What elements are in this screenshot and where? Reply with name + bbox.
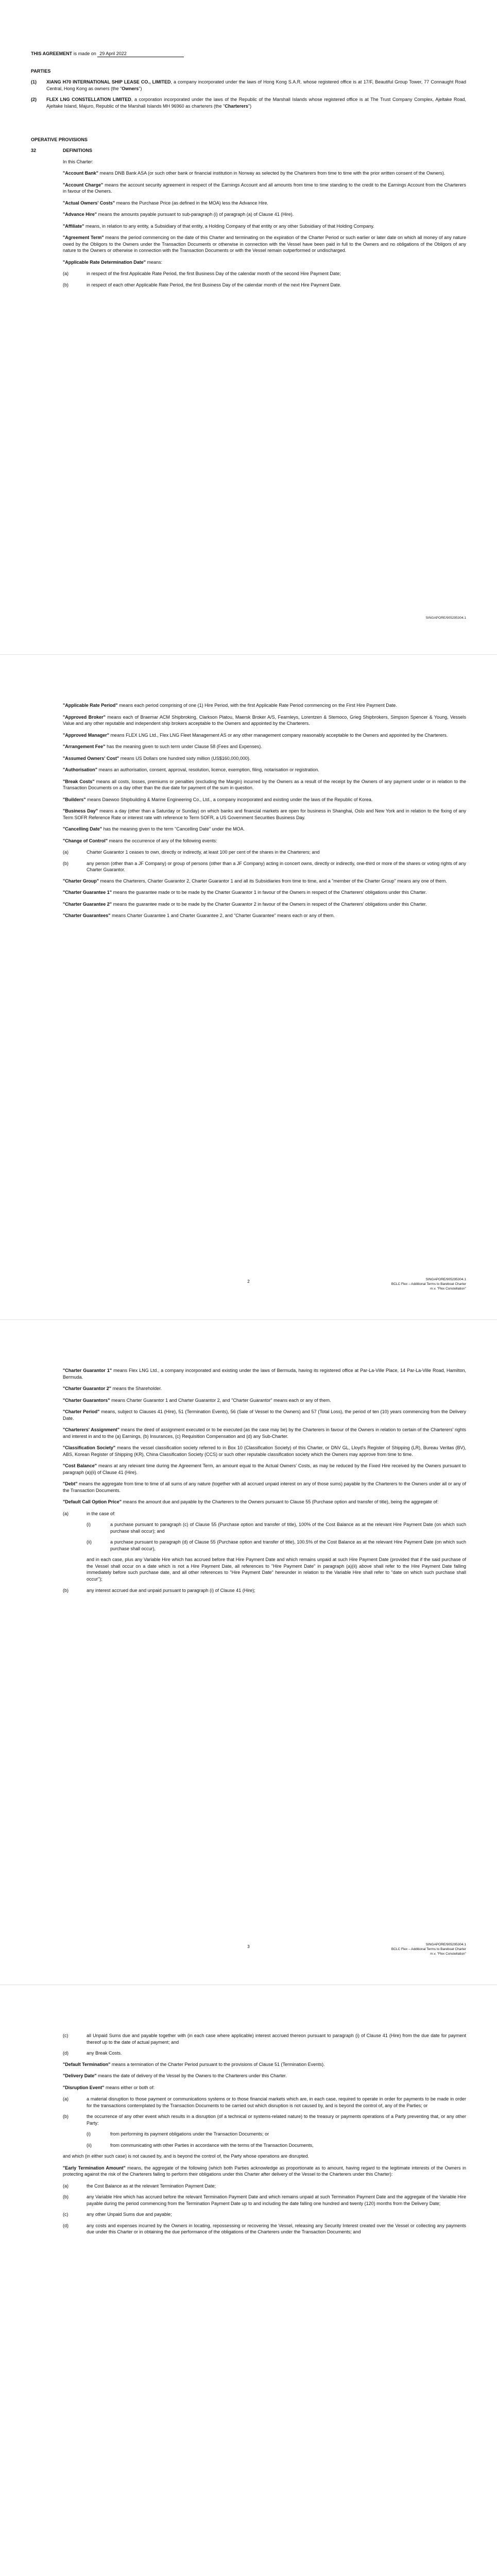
party-name: FLEX LNG CONSTELLATION LIMITED	[46, 97, 131, 102]
definition-term: "Account Charge"	[63, 182, 104, 188]
sub-clause-num: (a)	[63, 2183, 68, 2189]
sub-clause-num: (ii)	[87, 2142, 92, 2148]
definition	[63, 259, 466, 266]
party-role: Charterers	[225, 103, 248, 109]
sub-clause	[63, 2032, 466, 2045]
definition-text: means US Dollars one hundred sixty million (US$160,000,000).	[119, 755, 251, 761]
definition	[63, 912, 466, 919]
made-on-text: is made on	[73, 51, 96, 56]
agreement-lead: THIS AGREEMENT	[31, 51, 73, 56]
definition-term: "Account Bank"	[63, 171, 99, 176]
definition-text: means, in relation to any entity, a Subsidiary of that entity, a Holding Company of that entity or any other Subsidiary of that Holding Company.	[84, 223, 374, 229]
sub-clause	[63, 1587, 466, 1594]
definition-term: "Agreement Term"	[63, 235, 104, 240]
agreement-date-line	[31, 50, 466, 57]
sub-clause-num: (b)	[63, 1588, 68, 1593]
sub-clause-text: from performing its payment obligations under the Transaction Documents; or	[110, 2131, 269, 2137]
definition-text: means each period comprising of one (1) Hire Period, with the first Applicable Rate Period commencing on the First Hire Payment Date.	[117, 703, 397, 708]
definition-term: "Applicable Rate Determination Date"	[63, 259, 146, 265]
definition-term: "Delivery Date"	[63, 2073, 97, 2078]
sub-clause-num: (a)	[63, 850, 68, 855]
definition	[63, 743, 466, 750]
definition	[63, 170, 466, 177]
sub-clause-text: in respect of each other Applicable Rate Period, the first Business Day of the calendar month of the next Hire Payment Date.	[87, 282, 341, 287]
sub-clause	[63, 2183, 466, 2190]
definition	[63, 1385, 466, 1392]
definition-term: "Debt"	[63, 1481, 78, 1486]
definition-term: "Change of Control"	[63, 838, 108, 843]
definition-term: "Disruption Event"	[63, 2084, 105, 2090]
definition-term: "Charterers' Assignment"	[63, 1427, 120, 1432]
sub-clause-text: Charter Guarantor 1 ceases to own, directly or indirectly, at least 100 per cent of the shares in the Charterers; and	[87, 850, 320, 855]
definition	[63, 2061, 466, 2068]
definition	[63, 1409, 466, 1421]
page-2-ref: SINGAPORE/905295304.1	[425, 1278, 466, 1281]
party-item	[31, 79, 466, 92]
definition	[63, 901, 466, 908]
sub-clause	[63, 1511, 466, 1517]
definition-text: means the account security agreement in respect of the Earnings Account and all amounts from time to time standing to the credit to the Earnings Account from the Charterers in favour of the Owners.	[63, 182, 466, 194]
sub-clause	[63, 2096, 466, 2109]
sub-clause-num: (a)	[63, 1511, 68, 1516]
definition-term: "Classification Society"	[63, 1445, 116, 1450]
sub-clause-text: any other Unpaid Sums due and payable;	[87, 2212, 172, 2217]
definition-text: means the guarantee made or to be made by the Charter Guarantor 2 in favour of the Owners in respect of the Charterers' obligations under this Charter.	[112, 901, 427, 907]
party-role: Owners	[122, 86, 139, 91]
sub-clause	[63, 860, 466, 873]
sub-clause-num: (c)	[63, 2212, 68, 2217]
definitions-intro: In this Charter:	[63, 159, 94, 164]
sub-sub-clause	[87, 1539, 466, 1552]
definition	[63, 2084, 466, 2091]
definition-text: means the date of delivery of the Vessel by the Owners to the Charterers under this Charter.	[96, 2073, 287, 2078]
definition	[63, 732, 466, 739]
definition-text: means FLEX LNG Ltd., Flex LNG Fleet Management AS or any other management company reasonably acceptable to the Owners and appointed by the Charterers.	[109, 732, 448, 738]
definition-term: "Charter Guarantors"	[63, 1397, 110, 1403]
definition-text: means the guarantee made or to be made by the Charter Guarantor 1 in favour of the Owners in respect of the Charterers' obligations under this Charter.	[112, 890, 427, 895]
definition-text: means Charter Guarantee 1 and Charter Guarantee 2, and "Charter Guarantee" means each or any of them.	[110, 913, 335, 918]
party-name: XIANG H70 INTERNATIONAL SHIP LEASE CO., LIMITED	[46, 79, 171, 84]
page-3-vessel: m.v. "Flex Constellation"	[430, 1952, 466, 1956]
page-1-ref: SINGAPORE/905295304.1	[425, 616, 466, 620]
sub-clause-continuation: and in each case, plus any Variable Hire which has accrued before that Hire Payment Date and which remains unpaid at such Hire Payment Date (provided that if the said purchase of the Vessel shall occur on a date which is not a Hire Payment Date, all references to "Hire Payment Date" in paragraph (a)(ii) above shall refer to the Hire Payment Date falling immediately before such purchase date, and all other references to "Hire Payment Date" hereunder in relation to the Variable Hire shall refer to "date on which such purchase shall occur");	[87, 1557, 466, 1582]
sub-clause	[63, 2211, 466, 2218]
page-2-title: BCLC Flex – Additional Terms to Bareboat Charter	[391, 1282, 466, 1286]
definitions-heading-row	[31, 147, 466, 154]
definition-term: "Break Costs"	[63, 778, 95, 784]
sub-clause-text: the occurrence of any other event which results in a disruption (of a technical or systems-related nature) to the treasury or payments operations of a Party preventing that, or any other Party:	[87, 2114, 466, 2126]
definition	[63, 211, 466, 218]
sub-clause-text: from communicating with other Parties in accordance with the terms of the Transaction Documents,	[110, 2142, 314, 2148]
sub-clause-num: (d)	[63, 2223, 68, 2228]
definition-text: means the amounts payable pursuant to sub-paragraph (i) of paragraph (a) of Clause 41 (Hire).	[97, 212, 294, 217]
sub-clause-num: (i)	[87, 2131, 91, 2137]
sub-clause-num: (ii)	[87, 1539, 92, 1545]
sub-clause-num: (a)	[63, 2096, 68, 2102]
page-2-footer	[391, 1277, 466, 1291]
sub-clause-text: in respect of the first Applicable Rate Period, the first Business Day of the calendar month of the second Hire Payment Date;	[87, 271, 341, 276]
provisions-heading: OPERATIVE PROVISIONS	[31, 137, 88, 142]
agreement-date: 29 April 2022	[97, 50, 184, 57]
sub-clause-text: any Variable Hire which has accrued before the relevant Termination Payment Date and which remains unpaid at such Termination Payment Date and the aggregate of the Variable Hire payable during the period commencing from the Termination Payment Date up to and including the date falling one hundred and twenty (120) months from the Delivery Date;	[87, 2194, 466, 2206]
definition	[63, 889, 466, 896]
definition	[63, 2165, 466, 2178]
party-role-end: ")	[248, 103, 252, 109]
party-description: , a corporation incorporated under the laws of the Republic of the Marshall Islands whose registered office is at The Trust Company Complex, Ajeltake Road, Ajeltake Island, Majuro, Republic of the Marshall Islands MH 96960 as charterers (the "	[46, 97, 467, 109]
sub-clause-text: all Unpaid Sums due and payable together with (in each case where applicable) interest accrued thereon pursuant to paragraph (i) of Clause 41 (Hire) from the due date for payment thereof up to the date of actual payment; and	[87, 2033, 466, 2045]
parties-list	[31, 79, 466, 109]
parties-heading: PARTIES	[31, 69, 51, 74]
definition	[63, 234, 466, 254]
sub-sub-clause	[87, 2142, 466, 2149]
definition	[63, 1481, 466, 1494]
definition-text: means the occurrence of any of the following events:	[108, 838, 217, 843]
definition-text: means the vessel classification society referred to in Box 10 (Classification Society) of this Charter, or DNV GL, Lloyd's Register of Shipping (LR), Bureau Veritas (BV), ABS, Korean Register of Shipping (KR), China Classification Society (CCS) or such other reputable classification society which the Owners may approve from time to time.	[63, 1445, 466, 1457]
definition	[63, 702, 466, 709]
definition-text: means Flex LNG Ltd., a company incorporated and existing under the laws of Bermuda, having its registered office at Par-La-Ville Place, 14 Par-La-Ville Road, Hamilton, Bermuda.	[63, 1368, 466, 1380]
definition-term: "Charter Guarantee 2"	[63, 901, 112, 907]
sub-clause-text: any costs and expenses incurred by the Owners in locating, repossessing or recovering the Vessel, releasing any Security Interest created over the Vessel or collecting any payments due under this Charter or in obtaining the due performance of the obligations of the Charterers under the Transaction Documents; and	[87, 2223, 466, 2234]
definition-term: "Charter Period"	[63, 1409, 100, 1414]
definition-text: means either or both of:	[104, 2084, 155, 2090]
definition-term: "Charter Guarantor 2"	[63, 1386, 112, 1391]
page-3-number: 3	[247, 1944, 250, 1949]
definition-text: means at any relevant time during the Agreement Term, an amount equal to the Actual Owners' Costs, as may be reduced by the Fixed Hire received by the Owners pursuant to paragraph (a)(ii) of Clause 41 (Hire).	[63, 1463, 466, 1475]
definition	[63, 714, 466, 727]
page-3-footer	[391, 1942, 466, 1956]
definition	[63, 778, 466, 791]
sub-clause	[63, 282, 466, 289]
party-text	[46, 96, 466, 109]
definition-term: "Advance Hire"	[63, 212, 97, 217]
definition	[63, 200, 466, 207]
definition-text: means the Shareholder.	[111, 1386, 162, 1391]
definition	[63, 826, 466, 833]
sub-clause	[63, 2050, 466, 2057]
definition-term: "Charter Guarantor 1"	[63, 1368, 112, 1373]
definition-term: "Default Termination"	[63, 2061, 111, 2067]
definitions-num: 32	[31, 148, 37, 153]
sub-sub-clause	[87, 2131, 466, 2138]
definition-text: means the Charterers, Charter Guarantor 2, Charter Guarantor 1 and all its Subsidiaries from time to time, and a "member of the Charter Group" means any one of them.	[99, 878, 447, 884]
sub-clause-text: in the case of:	[87, 1511, 116, 1516]
sub-clause	[63, 270, 466, 277]
definition	[63, 1499, 466, 1505]
page-1	[0, 0, 497, 654]
definition-term: "Assumed Owners' Cost"	[63, 755, 119, 761]
page-3	[0, 1320, 497, 1985]
definition-term: "Charter Guarantee 1"	[63, 890, 112, 895]
sub-clause-num: (b)	[63, 282, 68, 287]
sub-clause	[63, 849, 466, 856]
definitions-heading: DEFINITIONS	[63, 148, 93, 153]
definition-term: "Affiliate"	[63, 223, 84, 229]
definition-text: means the Purchase Price (as defined in the MOA) less the Advance Hire.	[115, 200, 268, 206]
sub-clause-num: (b)	[63, 2194, 68, 2199]
definition-text: has the meaning given to the term "Cancelling Date" under the MOA.	[102, 826, 245, 832]
definition	[63, 838, 466, 844]
definition	[63, 1445, 466, 1458]
definition	[63, 1397, 466, 1404]
definition	[63, 808, 466, 821]
definition-term: "Applicable Rate Period"	[63, 703, 118, 708]
definition-text: means DNB Bank ASA (or such other bank or financial institution in Norway as selected by the Charterers from time to time with the prior written consent of the Owners).	[98, 171, 445, 176]
page-2-number: 2	[247, 1279, 250, 1284]
sub-clause-num: (b)	[63, 2114, 68, 2119]
definition	[63, 182, 466, 195]
sub-clause-num: (b)	[63, 860, 68, 866]
sub-clause-text: any Break Costs.	[87, 2050, 122, 2056]
party-text	[46, 79, 466, 92]
sub-clause-text: any interest accrued due and unpaid pursuant to paragraph (i) of Clause 41 (Hire);	[87, 1588, 255, 1593]
party-num: (2)	[31, 97, 37, 102]
definition-term: "Approved Broker"	[63, 714, 106, 720]
definition-text: means Charter Guarantor 1 and Charter Guarantor 2, and "Charter Guarantor" means each or any of them.	[110, 1397, 331, 1403]
definition-text: means a day (other than a Saturday or Sunday) on which banks and financial markets are open for business in Shanghai, Oslo and New York and in relation to the fixing of any Term SOFR Reference Rate or interest rate with reference to Term SOFR, a US Government Securities Business Day.	[63, 808, 467, 820]
definition	[63, 878, 466, 885]
definition-term: "Early Termination Amount"	[63, 2165, 126, 2171]
definition-term: "Business Day"	[63, 808, 98, 814]
page-2	[0, 655, 497, 1319]
definition-text: means, subject to Clauses 41 (Hire), 51 (Termination Events), 56 (Sale of Vessel to the Owners) and 57 (Total Loss), the period of ten (10) years commencing from the Delivery Date.	[63, 1409, 466, 1421]
definition-text: means the amount due and payable by the Charterers to the Owners pursuant to Clause 55 (Purchase option and transfer of title), being the aggregate of:	[122, 1499, 439, 1504]
definition-term: "Charter Guarantees"	[63, 913, 111, 918]
definition-term: "Cancelling Date"	[63, 826, 102, 832]
definition	[63, 1427, 466, 1439]
sub-clause-num: (c)	[63, 2033, 68, 2038]
sub-clause	[63, 2223, 466, 2235]
page-3-ref: SINGAPORE/905295304.1	[425, 1943, 466, 1946]
clause-continuation: and which (in either such case) is not caused by, and is beyond the control of, the Party whose operations are disrupted.	[63, 2154, 310, 2159]
definition-text: means each of Braemar ACM Shipbroking, Clarkson Platou, Maersk Broker A/S, Fearnleys, Lorentzen & Stemoco, Grieg Shipbrokers, Simpson Spencer & Young, Vessels Value and any other reputable and independent ship brokers acceptable to the Owners and appointed by the Charterers.	[63, 714, 466, 726]
sub-clause-text: the Cost Balance as at the relevant Termination Payment Date;	[87, 2183, 216, 2189]
page-3-title: BCLC Flex – Additional Terms to Bareboat Charter	[391, 1947, 466, 1951]
definition	[63, 755, 466, 762]
sub-clause-text: any person (other than a JF Company) or group of persons (other than a JF Company) acting in concert owns, directly or indirectly, one-third or more of the shares or voting rights of any Charter Guarantor.	[87, 860, 466, 872]
definition	[63, 1367, 466, 1380]
definition-term: "Charter Group"	[63, 878, 99, 884]
definition-term: "Approved Manager"	[63, 732, 110, 738]
definition-term: "Authorisation"	[63, 767, 98, 772]
definition	[63, 796, 466, 803]
definition-text: means an authorisation, consent, approval, resolution, licence, exemption, filing, notarisation or registration.	[97, 767, 319, 772]
definition-text: means, the aggregate of the following (which both Parties acknowledge as proportionate as to amount, having regard to the legitimate interests of the Owners in protecting against the risk of the Charterers failing to perform their obligations under this Charter after delivery of the Vessel to the Charterers under this Charter):	[63, 2165, 466, 2177]
party-description: , a company incorporated under the laws of Hong Kong S.A.R. whose registered office is at 17/F, Beautiful Group Tower, 77 Connaught Road Central, Hong Kong as owners (the "	[46, 79, 466, 91]
definition-term: "Actual Owners' Costs"	[63, 200, 115, 206]
definition-text: means the period commencing on the date of this Charter and terminating on the expiration of the Charter Period or such earlier or later date on which all money of any nature owed by the Obligors to the Owners under the Transaction Documents or otherwise in connection with the Vessel have been paid in full to the Owners and no obligations of the Obligors of any nature to the Owners or otherwise in connection with the Transaction Documents or with the Vessel remain outperformed or undischarged.	[63, 235, 466, 253]
definition-term: "Builders"	[63, 796, 86, 802]
page-4	[0, 1985, 497, 2576]
sub-clause-text: a purchase pursuant to paragraph (d) of Clause 55 (Purchase option and transfer of title), 100.5% of the Cost Balance as at the relevant Hire Payment Date (on which such purchase shall occur),	[110, 1539, 466, 1551]
definition-term: "Default Call Option Price"	[63, 1499, 122, 1504]
definition-text: means a termination of the Charter Period pursuant to the provisions of Clause 51 (Termination Events).	[110, 2061, 325, 2067]
definition-term: "Cost Balance"	[63, 1463, 97, 1468]
definition	[63, 767, 466, 773]
definition-text: means all costs, losses, premiums or penalties (excluding the Margin) incurred by the Owners as a result of the receipt by the Owners of any payment under or in relation to the Transaction Documents on a day other than the due date for payment of the sum in question.	[63, 778, 466, 790]
sub-clause-text: a purchase pursuant to paragraph (c) of Clause 55 (Purchase option and transfer of title), 100% of the Cost Balance as at the relevant Hire Payment Date (on which such purchase shall occur); and	[110, 1522, 466, 1534]
party-num: (1)	[31, 79, 37, 84]
sub-clause-text: a material disruption to those payment or communications systems or to those financial markets which are, in each case, required to operate in order for payments to be made in order for the transactions contemplated by the Transaction Documents to be carried out which disruption is not caused by, and is beyond the control of, any of the Parties; or	[87, 2096, 466, 2108]
party-role-end: ")	[139, 86, 142, 91]
definition-text: means Daewoo Shipbuilding & Marine Engineering Co., Ltd., a company incorporated and existing under the laws of the Republic of Korea.	[85, 796, 373, 802]
definition-text: means the deed of assignment executed or to be executed (as the case may be) by the Charterers in favour of the Owners in relation to certain of the Charterers' rights and interest in and to the (a) Earnings, (b) Insurances, (c) Requisition Compensation and (d) any Sub-Charter.	[63, 1427, 466, 1439]
definition-text: means the aggregate from time to time of all sums of any nature (together with all accrued unpaid interest on any of those sums) payable by the Charterers to the Owners under all or any of the Transaction Documents.	[63, 1481, 466, 1493]
definition	[63, 223, 466, 230]
page-2-vessel: m.v. "Flex Constellation"	[430, 1287, 466, 1291]
definition-text: means:	[146, 259, 163, 265]
party-item	[31, 96, 466, 109]
definition	[63, 2073, 466, 2079]
sub-clause-num: (a)	[63, 271, 68, 276]
sub-sub-clause	[87, 1521, 466, 1534]
sub-clause	[63, 2194, 466, 2207]
definition-term: "Arrangement Fee"	[63, 744, 106, 749]
definition	[63, 1463, 466, 1476]
sub-clause	[63, 2113, 466, 2126]
sub-clause-num: (i)	[87, 1522, 91, 1527]
definition-text: has the meaning given to such term under Clause 58 (Fees and Expenses).	[105, 744, 262, 749]
sub-clause-num: (d)	[63, 2050, 68, 2056]
